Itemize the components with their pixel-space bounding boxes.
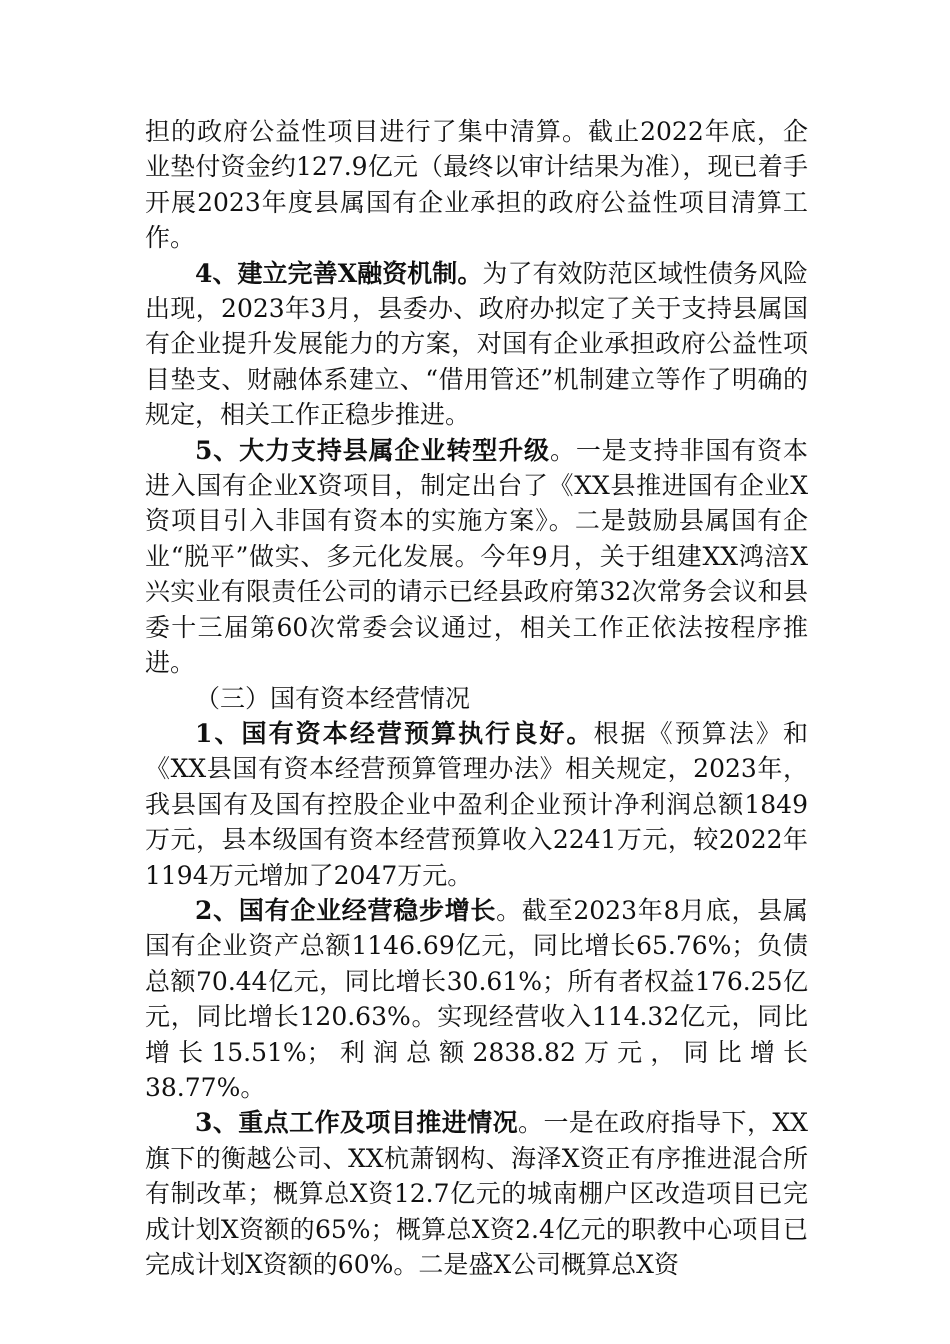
paragraph-transformation	[145, 433, 808, 681]
paragraph-body: 根据《预算法》和《XX县国有资本经营预算管理办法》相关规定，2023年，我县国有及国有控股企业中盈利企业预计净利润总额1849万元，县本级国有资本经营预算收入2241万元，较2022年1194万元增加了2047万元。	[145, 718, 808, 890]
document-page	[145, 114, 808, 1282]
paragraph-lead: 3、重点工作及项目推进情况	[195, 1108, 519, 1138]
paragraph-key-projects	[145, 1105, 808, 1282]
paragraph-budget-execution	[145, 716, 808, 893]
paragraph-body: 。一是在政府指导下，XX旗下的衡越公司、XX杭萧钢构、海泽X资正有序推进混合所有制改革；概算总X资12.7亿元的城南棚户区改造项目已完成计划X资额的65%；概算总X资2.4亿元的职教中心项目已完成计划X资额的60%。二是盛X公司概算总X资	[145, 1108, 808, 1279]
paragraph-operations-growth	[145, 893, 808, 1105]
paragraph-financing-mechanism	[145, 256, 808, 433]
paragraph-lead: 1、国有资本经营预算执行良好。	[195, 718, 594, 748]
paragraph-body: 。截至2023年8月底，县属国有企业资产总额1146.69亿元，同比增长65.76%；负债总额70.44亿元，同比增长30.61%；所有者权益176.25亿元，同比增长120.63%。实现经营收入114.32亿元，同比增长15.51%；利润总额2838.82万元，同比增长38.77%。	[145, 895, 809, 1102]
paragraph-body: 。一是支持非国有资本进入国有企业X资项目，制定出台了《XX县推进国有企业X资项目引入非国有资本的实施方案》。二是鼓励县属国有企业“脱平”做实、多元化发展。今年9月，关于组建XX鸿涪X兴实业有限责任公司的请示已经县政府第32次常务会议和县委十三届第60次常委会议通过，相关工作正依法按程序推进。	[145, 435, 808, 678]
paragraph-lead: 2、国有企业经营稳步增长	[195, 895, 497, 925]
section-title: （三）国有资本经营情况	[195, 683, 471, 713]
paragraph-body: 担的政府公益性项目进行了集中清算。截止2022年底，企业垫付资金约127.9亿元（最终以审计结果为准），现已着手开展2023年度县属国有企业承担的政府公益性项目清算工作。	[145, 117, 808, 253]
paragraph-settlement	[145, 114, 808, 256]
paragraph-lead: 4、建立完善X融资机制。	[195, 258, 483, 288]
paragraph-body: 为了有效防范区域性债务风险出现，2023年3月，县委办、政府办拟定了关于支持县属国有企业提升发展能力的方案，对国有企业承担政府公益性项目垫支、财融体系建立、“借用管还”机制建立等作了明确的规定，相关工作正稳步推进。	[145, 258, 808, 430]
paragraph-lead: 5、大力支持县属企业转型升级	[195, 435, 550, 465]
